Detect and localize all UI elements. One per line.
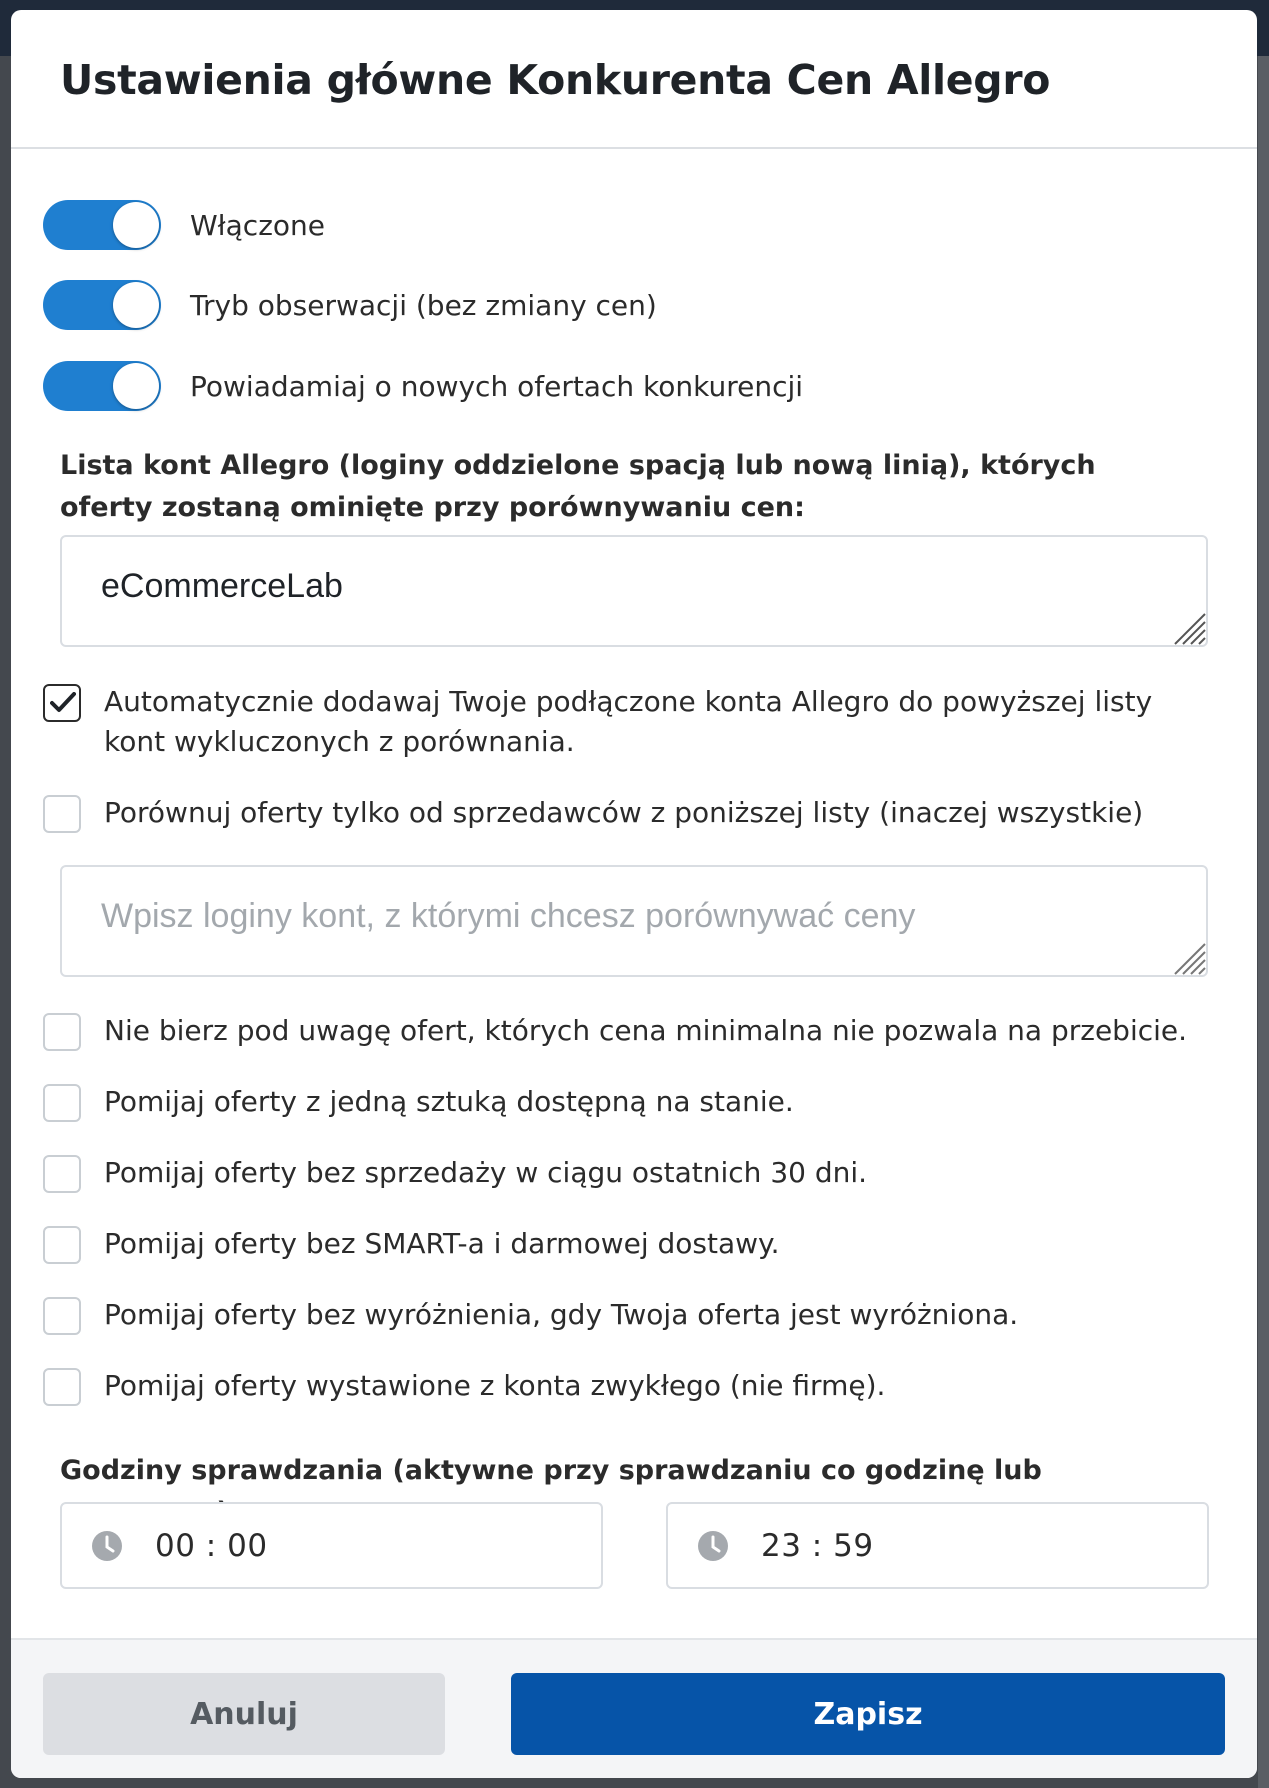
checkmark-icon — [50, 692, 76, 714]
observation-mode-label: Tryb obserwacji (bez zmiany cen) — [190, 288, 657, 322]
toggle-row-notify — [43, 361, 803, 411]
filter-no-highlight-checkbox[interactable] — [43, 1297, 81, 1335]
filter-no-highlight-label: Pomijaj oferty bez wyróżnienia, gdy Twoja oferta jest wyróżniona. — [104, 1298, 1019, 1331]
filter-row-no-highlight — [43, 1295, 1214, 1335]
modal-title: Ustawienia główne Konkurenta Cen Allegro — [60, 56, 1051, 104]
save-button[interactable]: Zapisz — [511, 1673, 1225, 1755]
compare-only-label: Porównuj oferty tylko od sprzedawców z poniższej listy (inaczej wszystkie) — [104, 796, 1144, 829]
compare-only-input[interactable] — [60, 865, 1208, 977]
auto-add-row — [43, 682, 1214, 762]
toggle-knob — [113, 202, 159, 248]
settings-modal — [11, 10, 1257, 1778]
cancel-button[interactable]: Anuluj — [43, 1673, 445, 1755]
filter-single-item-checkbox[interactable] — [43, 1084, 81, 1122]
filter-private-account-label: Pomijaj oferty wystawione z konta zwykłego (nie firmę). — [104, 1369, 886, 1402]
filter-no-sales-checkbox[interactable] — [43, 1155, 81, 1193]
filter-no-smart-checkbox[interactable] — [43, 1226, 81, 1264]
enabled-toggle[interactable] — [43, 200, 161, 250]
filter-single-item-label: Pomijaj oferty z jedną sztuką dostępną na stanie. — [104, 1085, 794, 1118]
filter-private-account-checkbox[interactable] — [43, 1368, 81, 1406]
auto-add-label: Automatycznie dodawaj Twoje podłączone konta Allegro do powyższej listy kont wykluczonych z porównania. — [104, 685, 1153, 758]
compare-only-row — [43, 793, 1214, 833]
hours-from-value: 00 : 00 — [155, 1527, 268, 1564]
compare-only-checkbox[interactable] — [43, 795, 81, 833]
toggle-row-enabled — [43, 200, 325, 250]
toggle-row-observation — [43, 280, 657, 330]
modal-header — [11, 10, 1257, 149]
filter-row-single-item — [43, 1082, 1214, 1122]
auto-add-checkbox[interactable] — [43, 684, 81, 722]
filter-min-price-label: Nie bierz pod uwagę ofert, których cena minimalna nie pozwala na przebicie. — [104, 1014, 1188, 1047]
excluded-accounts-label: Lista kont Allegro (loginy oddzielone spacją lub nową linią), których oferty zostaną ominięte przy porównywaniu cen: — [60, 450, 1096, 523]
modal-footer — [11, 1638, 1257, 1778]
filter-min-price-checkbox[interactable] — [43, 1013, 81, 1051]
filter-no-smart-label: Pomijaj oferty bez SMART-a i darmowej dostawy. — [104, 1227, 780, 1260]
notify-new-offers-label: Powiadamiaj o nowych ofertach konkurencji — [190, 369, 804, 403]
background-app-edge — [1258, 56, 1269, 1788]
clock-icon — [697, 1530, 729, 1562]
toggle-knob — [113, 282, 159, 328]
hours-from-input[interactable] — [60, 1502, 603, 1589]
hours-to-value: 23 : 59 — [761, 1527, 874, 1564]
filter-row-private-account — [43, 1366, 1214, 1406]
enabled-toggle-label: Włączone — [190, 208, 325, 242]
check-hours-label: Godziny sprawdzania (aktywne przy sprawdzaniu co godzinę lub — [60, 1455, 1042, 1486]
observation-mode-toggle[interactable] — [43, 280, 161, 330]
clock-icon — [91, 1530, 123, 1562]
toggle-knob — [113, 363, 159, 409]
filter-row-no-smart — [43, 1224, 1214, 1264]
excluded-accounts-input[interactable] — [60, 535, 1208, 647]
filter-row-no-sales — [43, 1153, 1214, 1193]
filter-no-sales-label: Pomijaj oferty bez sprzedaży w ciągu ostatnich 30 dni. — [104, 1156, 868, 1189]
notify-new-offers-toggle[interactable] — [43, 361, 161, 411]
hours-to-input[interactable] — [666, 1502, 1209, 1589]
filter-row-min-price — [43, 1011, 1214, 1051]
